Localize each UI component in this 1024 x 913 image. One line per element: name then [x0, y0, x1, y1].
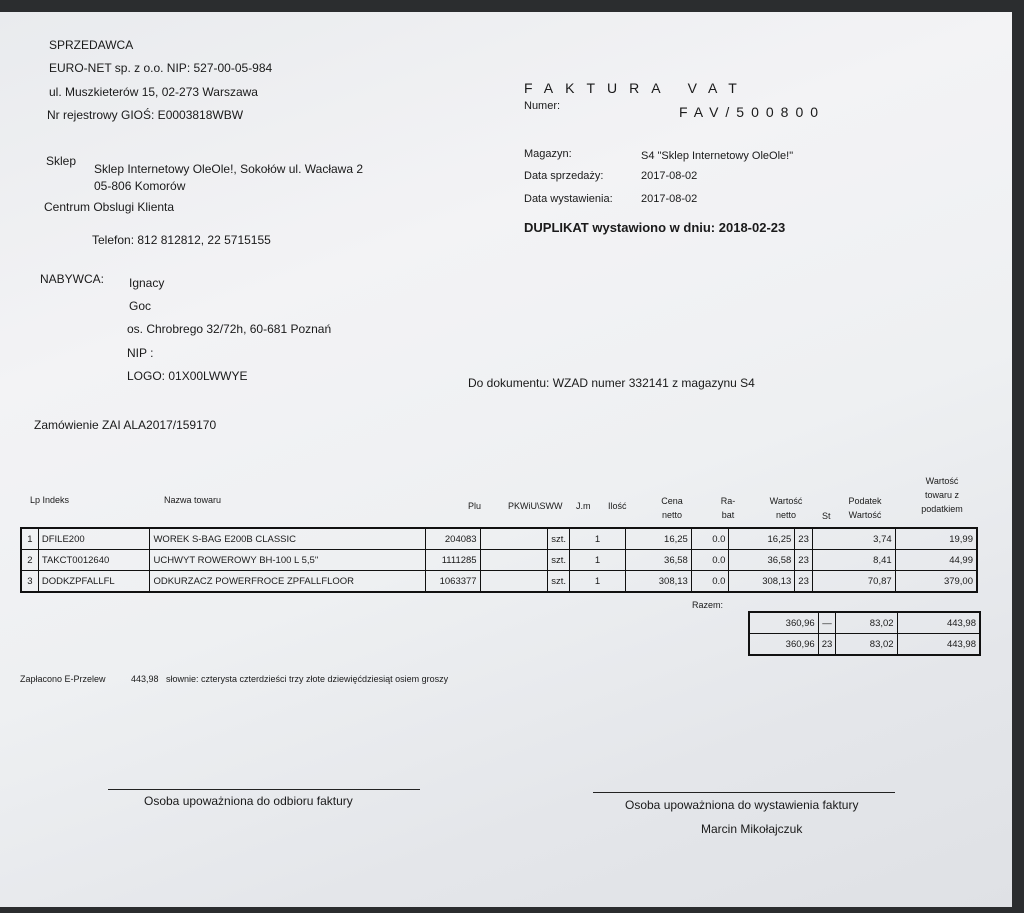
- header-gross-line2: towaru z: [924, 490, 959, 500]
- total-gross: 443,98: [897, 612, 980, 634]
- invoice-title: FAKTURA VAT: [524, 80, 749, 96]
- cell-tax: 70,87: [812, 571, 895, 593]
- seller-heading: SPRZEDAWCA: [49, 38, 134, 52]
- cell-qty: 1: [569, 571, 625, 593]
- payment-amount: 443,98: [131, 674, 159, 684]
- cell-jm: szt.: [548, 571, 570, 593]
- buyer-last-name: Goc: [129, 299, 152, 313]
- header-jm: J.m: [576, 501, 591, 511]
- header-net-line2: netto: [775, 510, 797, 520]
- cell-lp: 2: [21, 550, 38, 571]
- totals-row: [749, 612, 980, 634]
- header-gross: [914, 474, 970, 516]
- seller-registry: Nr rejestrowy GIOŚ: E0003818WBW: [47, 108, 244, 122]
- cell-index: TAKCT0012640: [38, 550, 150, 571]
- header-net-line1: Wartość: [769, 496, 803, 506]
- issue-date: 2017-08-02: [641, 193, 698, 205]
- issue-date-label: Data wystawienia:: [524, 193, 613, 205]
- cell-plu: 1063377: [426, 571, 481, 593]
- total-rate: 23: [818, 634, 836, 656]
- header-discount-line2: bat: [721, 510, 735, 520]
- cell-lp: 3: [21, 571, 38, 593]
- header-net: [764, 494, 808, 522]
- invoice-paper: [0, 12, 1012, 907]
- table-row: [21, 571, 977, 593]
- warehouse-value: S4 "Sklep Internetowy OleOle!": [641, 150, 794, 162]
- receiver-signature-line: [108, 789, 420, 790]
- issuer-signature-label: Osoba upoważniona do wystawienia faktury: [625, 798, 859, 812]
- header-plu: Plu: [468, 501, 482, 511]
- total-net: 360,96: [749, 612, 818, 634]
- shop-name: Sklep Internetowy OleOle!, Sokołów ul. Wacława 2: [94, 162, 364, 176]
- cell-qty: 1: [569, 550, 625, 571]
- cell-lp: 1: [21, 528, 38, 550]
- cell-gross: 379,00: [895, 571, 977, 593]
- cell-pkwiu: [480, 528, 548, 550]
- buyer-nip: NIP :: [127, 346, 154, 360]
- cell-qty: 1: [569, 528, 625, 550]
- shop-city: 05-806 Komorów: [94, 179, 186, 193]
- cell-plu: 204083: [426, 528, 481, 550]
- receiver-signature-label: Osoba upoważniona do odbioru faktury: [144, 794, 353, 808]
- total-tax: 83,02: [836, 634, 897, 656]
- header-rate: St: [822, 511, 831, 521]
- header-discount-line1: Ra-: [720, 496, 736, 506]
- cell-price: 308,13: [625, 571, 691, 593]
- header-tax-line1: Podatek: [848, 496, 882, 506]
- header-discount: [716, 494, 740, 522]
- items-table: [20, 527, 978, 593]
- buyer-first-name: Ignacy: [129, 276, 165, 290]
- totals-row: [749, 634, 980, 656]
- cell-jm: szt.: [548, 550, 570, 571]
- header-tax-line2: Wartość: [848, 510, 882, 520]
- invoice-number: FAV/500800: [679, 104, 826, 120]
- cell-index: DFILE200: [38, 528, 150, 550]
- total-tax: 83,02: [836, 612, 897, 634]
- cell-gross: 44,99: [895, 550, 977, 571]
- total-rate: —: [818, 612, 836, 634]
- duplicate-note: DUPLIKAT wystawiono w dniu: 2018-02-23: [524, 220, 786, 235]
- seller-address: ul. Muszkieterów 15, 02-273 Warszawa: [49, 85, 258, 99]
- cell-jm: szt.: [548, 528, 570, 550]
- order-number: Zamówienie ZAI ALA2017/159170: [34, 418, 217, 432]
- header-qty: Ilość: [608, 501, 627, 511]
- payment-method: Zapłacono E-Przelew: [20, 674, 106, 684]
- cell-pkwiu: [480, 550, 548, 571]
- header-name: Nazwa towaru: [164, 495, 222, 505]
- total-net: 360,96: [749, 634, 818, 656]
- totals-label: Razem:: [692, 600, 724, 610]
- header-lp-index: Lp Indeks: [30, 495, 70, 505]
- total-gross: 443,98: [897, 634, 980, 656]
- cell-tax: 3,74: [812, 528, 895, 550]
- shop-center: Centrum Obslugi Klienta: [44, 200, 175, 214]
- issuer-signature-line: [593, 792, 895, 793]
- cell-rate: 23: [795, 528, 813, 550]
- header-tax: [840, 494, 890, 522]
- buyer-logo: LOGO: 01X00LWWYE: [127, 369, 248, 383]
- payment-words: słownie: czterysta czterdzieści trzy złote dziewięćdziesiąt osiem groszy: [166, 674, 449, 684]
- shop-label: Sklep: [46, 154, 77, 168]
- cell-plu: 1111285: [426, 550, 481, 571]
- document-reference: Do dokumentu: WZAD numer 332141 z magazynu S4: [468, 376, 755, 390]
- header-price-line2: netto: [661, 510, 683, 520]
- shop-phone: Telefon: 812 812812, 22 5715155: [92, 233, 271, 247]
- cell-rate: 23: [795, 550, 813, 571]
- cell-index: DODKZPFALLFL: [38, 571, 150, 593]
- sale-date: 2017-08-02: [641, 170, 698, 182]
- invoice-number-label: Numer:: [524, 100, 561, 112]
- issuer-name: Marcin Mikołajczuk: [701, 822, 803, 836]
- cell-net: 36,58: [729, 550, 795, 571]
- seller-company: EURO-NET sp. z o.o. NIP: 527-00-05-984: [49, 61, 273, 75]
- cell-discount: 0.0: [691, 528, 729, 550]
- cell-price: 36,58: [625, 550, 691, 571]
- warehouse-label: Magazyn:: [524, 148, 572, 160]
- buyer-address: os. Chrobrego 32/72h, 60-681 Poznań: [127, 322, 332, 336]
- cell-pkwiu: [480, 571, 548, 593]
- header-price-line1: Cena: [661, 496, 683, 506]
- cell-tax: 8,41: [812, 550, 895, 571]
- cell-price: 16,25: [625, 528, 691, 550]
- table-row: [21, 528, 977, 550]
- totals-table: [748, 611, 981, 656]
- header-price: [657, 494, 687, 522]
- cell-gross: 19,99: [895, 528, 977, 550]
- cell-name: ODKURZACZ POWERFROCE ZPFALLFLOOR: [150, 571, 426, 593]
- cell-name: WOREK S-BAG E200B CLASSIC: [150, 528, 426, 550]
- cell-discount: 0.0: [691, 571, 729, 593]
- header-gross-line1: Wartość: [925, 476, 959, 486]
- table-row: [21, 550, 977, 571]
- buyer-label: NABYWCA:: [40, 272, 105, 286]
- header-pkwiu: PKWiU\SWW: [508, 501, 563, 511]
- cell-net: 16,25: [729, 528, 795, 550]
- cell-rate: 23: [795, 571, 813, 593]
- sale-date-label: Data sprzedaży:: [524, 170, 604, 182]
- cell-discount: 0.0: [691, 550, 729, 571]
- cell-name: UCHWYT ROWEROWY BH-100 L 5,5": [150, 550, 426, 571]
- header-gross-line3: podatkiem: [921, 504, 963, 514]
- cell-net: 308,13: [729, 571, 795, 593]
